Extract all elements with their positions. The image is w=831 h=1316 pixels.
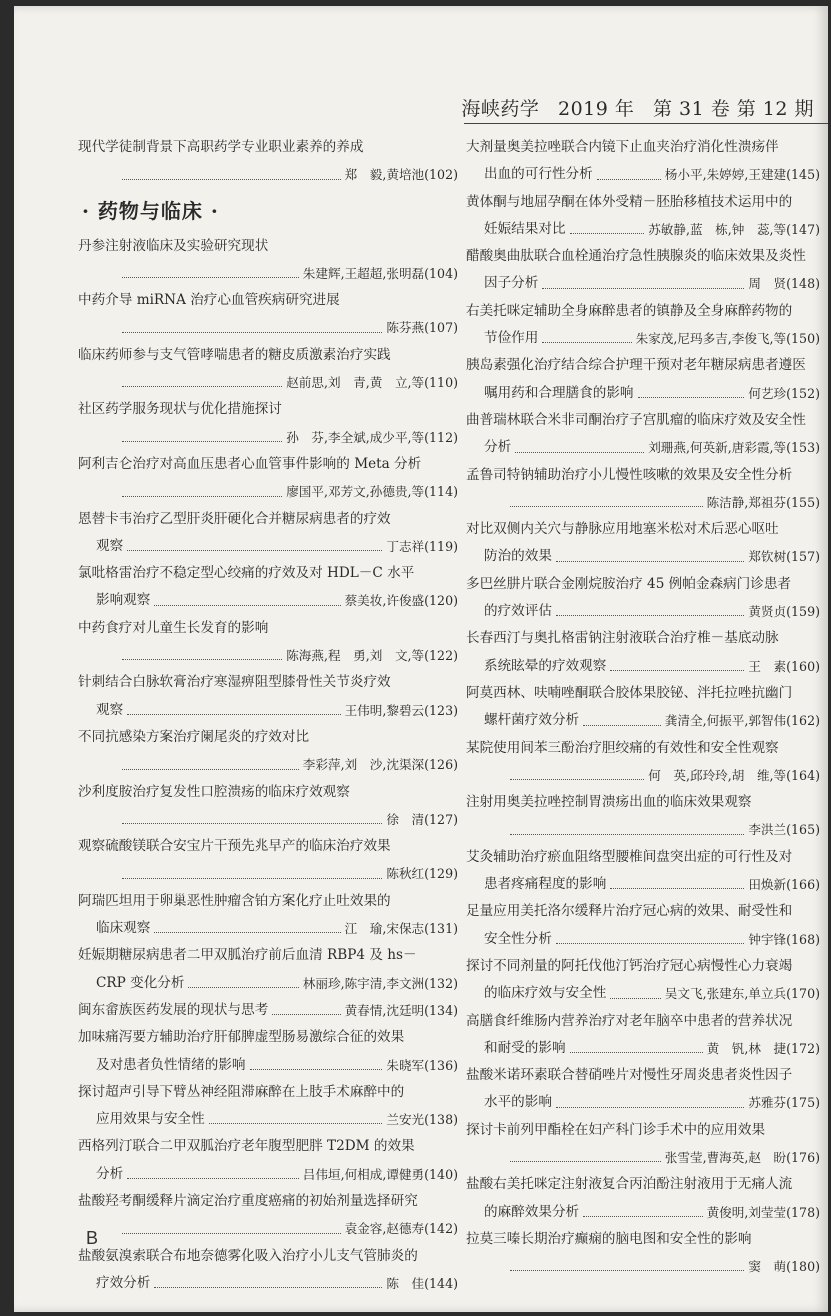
toc-entry[interactable]	[78, 396, 458, 451]
dot-leader	[583, 698, 661, 725]
journal-name: 海峡药学	[461, 98, 540, 120]
dot-leader	[570, 1026, 703, 1053]
entry-authors-page: 钟宇锋(168)	[748, 931, 820, 947]
section-heading: · 药物与临床 ·	[82, 198, 219, 223]
dot-leader	[272, 988, 340, 1015]
entry-title-line: 某院使用间苯三酚治疗胆绞痛的有效性和安全性观察	[466, 739, 779, 756]
entry-title-line: 针刺结合白脉软膏治疗寒湿痹阻型膝骨性关节炎疗效	[78, 674, 391, 691]
dot-leader	[188, 961, 298, 988]
entry-title-line: 盐酸氨溴索联合布地奈德雾化吸入治疗小儿支气管肺炎的	[78, 1247, 418, 1264]
entry-authors-page: 朱建辉,王超超,张明磊(104)	[302, 265, 458, 281]
entry-title-line: 临床观察	[96, 920, 151, 937]
entry-title-line: 因子分析	[484, 275, 539, 292]
entry-title-line: 右美托咪定辅助全身麻醉患者的镇静及全身麻醉药物的	[466, 302, 793, 319]
entry-title-line: 大剂量奥美拉唑联合内镜下止血夹治疗消化性溃疡伴	[466, 139, 779, 155]
dot-leader	[209, 1097, 383, 1124]
dot-leader	[556, 1080, 744, 1107]
issue-year: 2019 年	[557, 98, 635, 120]
toc-entry[interactable]	[78, 888, 458, 943]
dot-leader	[610, 644, 744, 671]
toc-entry[interactable]	[78, 833, 458, 888]
dot-leader	[510, 1244, 744, 1271]
toc-entry[interactable]	[78, 134, 458, 189]
entry-title-line: 丹参注射液临床及实验研究现状	[78, 237, 269, 254]
toc-entry[interactable]	[466, 1117, 820, 1172]
entry-authors-page: 陈 佳(144)	[386, 1275, 458, 1291]
entry-title-line: 注射用奥美拉唑控制胃溃疡出血的临床效果观察	[466, 794, 752, 811]
entry-title-line: 对比双侧内关穴与静脉应用地塞米松对术后恶心呕吐	[466, 521, 779, 538]
entry-authors-page: 徐 清(127)	[386, 811, 458, 827]
entry-authors-page: 陈洁静,郑祖芬(155)	[706, 494, 820, 510]
entry-title-line: 出血的可行性分析	[484, 166, 593, 183]
entry-authors-page: 刘珊燕,何英新,唐彩霞,等(153)	[648, 440, 820, 456]
toc-entry[interactable]	[78, 342, 458, 397]
entry-authors-page: 黄贤贞(159)	[748, 604, 820, 620]
entry-authors-page: 吕伟垣,何相成,谭健勇(140)	[302, 1166, 458, 1182]
dot-leader	[122, 415, 282, 442]
dot-leader	[122, 469, 282, 496]
entry-title-line: 系统眩晕的疗效观察	[484, 657, 607, 674]
toc-entry[interactable]	[466, 898, 820, 953]
dot-leader	[597, 152, 661, 179]
toc-entry[interactable]	[466, 1226, 820, 1281]
toc-entry[interactable]	[78, 233, 458, 288]
dot-leader	[122, 152, 341, 179]
entry-authors-page: 王 素(160)	[748, 658, 820, 674]
entry-authors-page: 张雪莹,曹海英,赵 盼(176)	[664, 1149, 820, 1165]
toc-entry[interactable]	[466, 407, 820, 462]
toc-entry[interactable]	[78, 506, 458, 561]
entry-title-line: 的疗效评估	[484, 603, 552, 620]
entry-title-line: 长春西汀与奥扎格雷钠注射液联合治疗椎－基底动脉	[466, 630, 779, 647]
entry-authors-page: 郑 毅,黄培池(102)	[344, 167, 458, 183]
entry-title-line: 患者疼痛程度的影响	[484, 876, 607, 893]
dot-leader	[556, 589, 744, 616]
entry-title-line: 临床药师参与支气管哮喘患者的糖皮质激素治疗实践	[78, 346, 391, 363]
entry-title-line: 闽东畲族医药发展的现状与思考	[78, 1001, 269, 1018]
entry-authors-page: 兰安光(138)	[386, 1112, 458, 1128]
entry-title-line: 西格列汀联合二甲双胍治疗老年腹型肥胖 T2DM 的效果	[78, 1138, 415, 1155]
entry-title-line: 阿莫西林、呋喃唑酮联合胶体果胶铋、泮托拉唑抗幽门	[466, 684, 793, 701]
toc-entry[interactable]	[78, 560, 458, 615]
entry-title-line: 探讨超声引导下臂丛神经阻滞麻醉在上肢手术麻醉中的	[78, 1083, 405, 1100]
entry-title-line: 多巴丝肼片联合金刚烷胺治疗 45 例帕金森病门诊患者	[466, 575, 792, 592]
entry-authors-page: 苏雅芬(175)	[748, 1095, 820, 1111]
entry-title-line: 妊娠期糖尿病患者二甲双胍治疗前后血清 RBP4 及 hs－	[78, 947, 417, 964]
entry-title-line: 曲普瑞林联合米非司酮治疗子宫肌瘤的临床疗效及安全性	[466, 411, 806, 428]
entry-title-line: 妊娠结果对比	[484, 220, 566, 237]
entry-authors-page: 陈秋红(129)	[386, 866, 458, 882]
entry-authors-page: 林丽珍,陈宇清,李文洲(132)	[302, 975, 458, 991]
entry-title-line: 嘱用药和合理膳食的影响	[484, 384, 634, 401]
entry-title-line: 螺杆菌疗效分析	[484, 712, 580, 729]
dot-leader	[122, 851, 382, 878]
toc-entry[interactable]	[466, 571, 820, 626]
entry-title-line: 及对患者负性情绪的影响	[96, 1056, 246, 1073]
entry-title-line: CRP 变化分析	[96, 974, 185, 991]
entry-authors-page: 江 瑜,宋保志(131)	[344, 921, 458, 937]
dot-leader	[638, 371, 745, 398]
entry-title-line: 探讨卡前列甲酯栓在妇产科门诊手术中的应用效果	[466, 1121, 766, 1138]
entry-title-line: 安全性分析	[484, 930, 552, 947]
entry-title-line: 影响观察	[96, 592, 151, 609]
dot-leader	[570, 207, 645, 234]
entry-title-line: 足量应用美托洛尔缓释片治疗冠心病的效果、耐受性和	[466, 903, 793, 920]
entry-authors-page: 何 英,邱玲玲,胡 维,等(164)	[648, 767, 820, 783]
entry-title-line: 观察	[96, 537, 124, 554]
entry-authors-page: 朱晓军(136)	[386, 1057, 458, 1073]
dot-leader	[154, 578, 340, 605]
entry-title-line: 的麻醉效果分析	[484, 1203, 580, 1220]
toc-entry[interactable]	[78, 724, 458, 779]
dot-leader	[122, 633, 282, 660]
toc-entry[interactable]	[78, 1188, 458, 1243]
dot-leader	[122, 742, 299, 769]
toc-entry[interactable]	[466, 789, 820, 844]
entry-authors-page: 孙 芬,李全斌,成少平,等(112)	[286, 429, 458, 445]
entry-title-line: 应用效果与安全性	[96, 1111, 205, 1128]
entry-authors-page: 赵前思,刘 青,黄 立,等(110)	[286, 375, 458, 391]
dot-leader	[122, 1206, 341, 1233]
entry-authors-page: 何艺珍(152)	[748, 385, 820, 401]
dot-leader	[583, 1190, 702, 1217]
entry-authors-page: 陈海燕,程 勇,刘 文,等(122)	[286, 648, 458, 664]
dot-leader	[610, 971, 660, 998]
entry-title-line: 艾灸辅助治疗瘀血阻络型腰椎间盘突出症的可行性及对	[466, 848, 793, 865]
toc-entry[interactable]	[466, 189, 820, 244]
dot-leader	[122, 305, 382, 332]
entry-authors-page: 黄 钒,林 捷(172)	[706, 1040, 820, 1056]
entry-title-line: 节俭作用	[484, 330, 539, 347]
entry-authors-page: 李彩萍,刘 沙,沈渠深(126)	[302, 757, 458, 773]
toc-entry[interactable]	[466, 844, 820, 899]
entry-authors-page: 窦 萌(180)	[748, 1259, 820, 1275]
entry-title-line: 黄体酮与地屈孕酮在体外受精－胚胎移植技术运用中的	[466, 193, 793, 210]
toc-entry[interactable]	[466, 680, 820, 735]
entry-title-line: 醋酸奥曲肽联合血栓通治疗急性胰腺炎的临床效果及炎性	[466, 248, 806, 265]
dot-leader	[154, 1261, 382, 1288]
entry-title-line: 不同抗感染方案治疗阑尾炎的疗效对比	[78, 728, 310, 745]
entry-authors-page: 廖国平,邓芳文,孙德贵,等(114)	[286, 484, 458, 500]
entry-authors-page: 袁金容,赵德寿(142)	[344, 1221, 458, 1237]
toc-entry[interactable]	[78, 942, 458, 997]
entry-title-line: 中药食疗对儿童生长发育的影响	[78, 619, 269, 636]
dot-leader	[510, 807, 744, 834]
entry-title-line: 观察硫酸镁联合安宝片干预先兆早产的临床治疗效果	[78, 838, 391, 855]
dot-leader	[127, 688, 340, 715]
dot-leader	[610, 862, 744, 889]
toc-entry[interactable]	[78, 615, 458, 670]
toc-entry[interactable]	[466, 1062, 820, 1117]
toc-entry[interactable]	[78, 1079, 458, 1134]
dot-leader	[127, 1152, 299, 1179]
entry-title-line: 探讨不同剂量的阿托伐他汀钙治疗冠心病慢性心力衰竭	[466, 957, 793, 974]
entry-title-line: 盐酸羟考酮缓释片滴定治疗重度癌痛的初始剂量选择研究	[78, 1192, 418, 1209]
entry-authors-page: 蔡美妆,许俊盛(120)	[344, 593, 458, 609]
toc-entry[interactable]	[466, 134, 820, 189]
toc-left-column	[78, 134, 458, 1297]
entry-title-line: 社区药学服务现状与优化措施探讨	[78, 401, 282, 418]
entry-authors-page: 田焕新(166)	[748, 877, 820, 893]
entry-authors-page: 朱家茂,尼玛多吉,李俊飞,等(150)	[635, 331, 820, 347]
toc-entry[interactable]	[78, 451, 458, 506]
toc-entry[interactable]	[78, 287, 458, 342]
dot-leader	[122, 797, 382, 824]
dot-leader	[542, 261, 744, 288]
toc-entry[interactable]	[466, 1171, 820, 1226]
entry-title-line: 胰岛素强化治疗结合综合护理干预对老年糖尿病患者遵医	[466, 357, 806, 374]
toc-entry[interactable]	[466, 735, 820, 790]
toc-entry[interactable]	[466, 243, 820, 298]
dot-leader	[122, 360, 282, 387]
entry-title-line: 加味痛泻要方辅助治疗肝郁脾虚型肠易激综合征的效果	[78, 1029, 405, 1046]
entry-authors-page: 郑钦树(157)	[748, 549, 820, 565]
entry-authors-page: 苏敏静,蓝 栋,钟 蕊,等(147)	[648, 221, 820, 237]
dot-leader	[556, 534, 744, 561]
entry-authors-page: 黄春情,沈廷明(134)	[344, 1002, 458, 1018]
entry-authors-page: 陈芬燕(107)	[386, 320, 458, 336]
entry-authors-page: 黄俊明,刘莹莹(178)	[706, 1204, 820, 1220]
toc-entry[interactable]	[466, 516, 820, 571]
entry-title-line: 盐酸右美托咪定注射液复合丙泊酚注射液用于无痛人流	[466, 1176, 793, 1193]
toc-entry[interactable]	[78, 1243, 458, 1298]
toc-entry[interactable]	[78, 1024, 458, 1079]
toc-entry[interactable]	[466, 1008, 820, 1063]
dot-leader	[542, 316, 631, 343]
dot-leader	[154, 906, 340, 933]
toc-entry[interactable]	[466, 625, 820, 680]
entry-authors-page: 杨小平,朱婷婷,王建建(145)	[664, 167, 820, 183]
entry-title-line: 阿瑞匹坦用于卵巢恶性肿瘤含铂方案化疗止吐效果的	[78, 892, 391, 909]
dot-leader	[510, 1135, 661, 1162]
entry-title-line: 分析	[484, 439, 512, 456]
toc-entry[interactable]	[78, 997, 458, 1024]
entry-title-line: 拉莫三嗪长期治疗癫痫的脑电图和安全性的影响	[466, 1230, 752, 1247]
entry-title-line: 的临床疗效与安全性	[484, 985, 607, 1002]
toc-entry[interactable]	[466, 953, 820, 1008]
running-header	[449, 94, 814, 121]
entry-authors-page: 吴文飞,张建东,单立兵(170)	[664, 986, 820, 1002]
entry-authors-page: 周 贤(148)	[748, 276, 820, 292]
dot-leader	[510, 753, 644, 780]
toc-entry[interactable]	[78, 669, 458, 724]
entry-title-line: 和耐受的影响	[484, 1039, 566, 1056]
entry-title-line: 中药介导 miRNA 治疗心血管疾病研究进展	[78, 292, 340, 309]
volume-issue: 第 31 卷 第 12 期	[652, 98, 814, 120]
entry-title-line: 氯吡格雷治疗不稳定型心绞痛的疗效及对 HDL－C 水平	[78, 565, 415, 582]
entry-title-line: 现代学徒制背景下高职药学专业职业素养的养成	[78, 139, 364, 155]
entry-title-line: 观察	[96, 701, 124, 718]
entry-title-line: 防治的效果	[484, 548, 552, 565]
entry-authors-page: 王伟明,黎碧云(123)	[344, 702, 458, 718]
entry-title-line: 高膳食纤维肠内营养治疗对老年脑卒中患者的营养状况	[466, 1012, 793, 1029]
entry-title-line: 恩替卡韦治疗乙型肝炎肝硬化合并糖尿病患者的疗效	[78, 510, 391, 527]
toc-right-column	[466, 134, 820, 1280]
toc-entry[interactable]	[466, 298, 820, 353]
toc-entry[interactable]	[78, 779, 458, 834]
dot-leader	[122, 251, 299, 278]
entry-title-line: 沙利度胺治疗复发性口腔溃疡的临床疗效观察	[78, 783, 350, 800]
journal-page	[14, 6, 828, 1312]
entry-title-line: 阿利吉仑治疗对高血压患者心血管事件影响的 Meta 分析	[78, 455, 422, 472]
header-rule	[464, 123, 828, 124]
entry-authors-page: 李洪兰(165)	[748, 822, 820, 838]
dot-leader	[127, 524, 382, 551]
entry-authors-page: 丁志祥(119)	[386, 538, 458, 554]
dot-leader	[556, 917, 744, 944]
toc-entry[interactable]	[466, 352, 820, 407]
dot-leader	[515, 425, 644, 452]
entry-title-line: 孟鲁司特钠辅助治疗小儿慢性咳嗽的效果及安全性分析	[466, 466, 793, 483]
page-marker: B	[86, 1228, 99, 1248]
dot-leader	[510, 480, 703, 507]
entry-title-line: 分析	[96, 1165, 124, 1182]
dot-leader	[250, 1043, 383, 1070]
entry-title-line: 水平的影响	[484, 1094, 552, 1111]
entry-authors-page: 龚清全,何振平,郭智伟(162)	[664, 713, 820, 729]
toc-entry[interactable]	[466, 462, 820, 517]
entry-title-line: 盐酸米诺环素联合替硝唑片对慢性牙周炎患者炎性因子	[466, 1067, 793, 1084]
entry-title-line: 疗效分析	[96, 1274, 151, 1291]
toc-entry[interactable]	[78, 1133, 458, 1188]
